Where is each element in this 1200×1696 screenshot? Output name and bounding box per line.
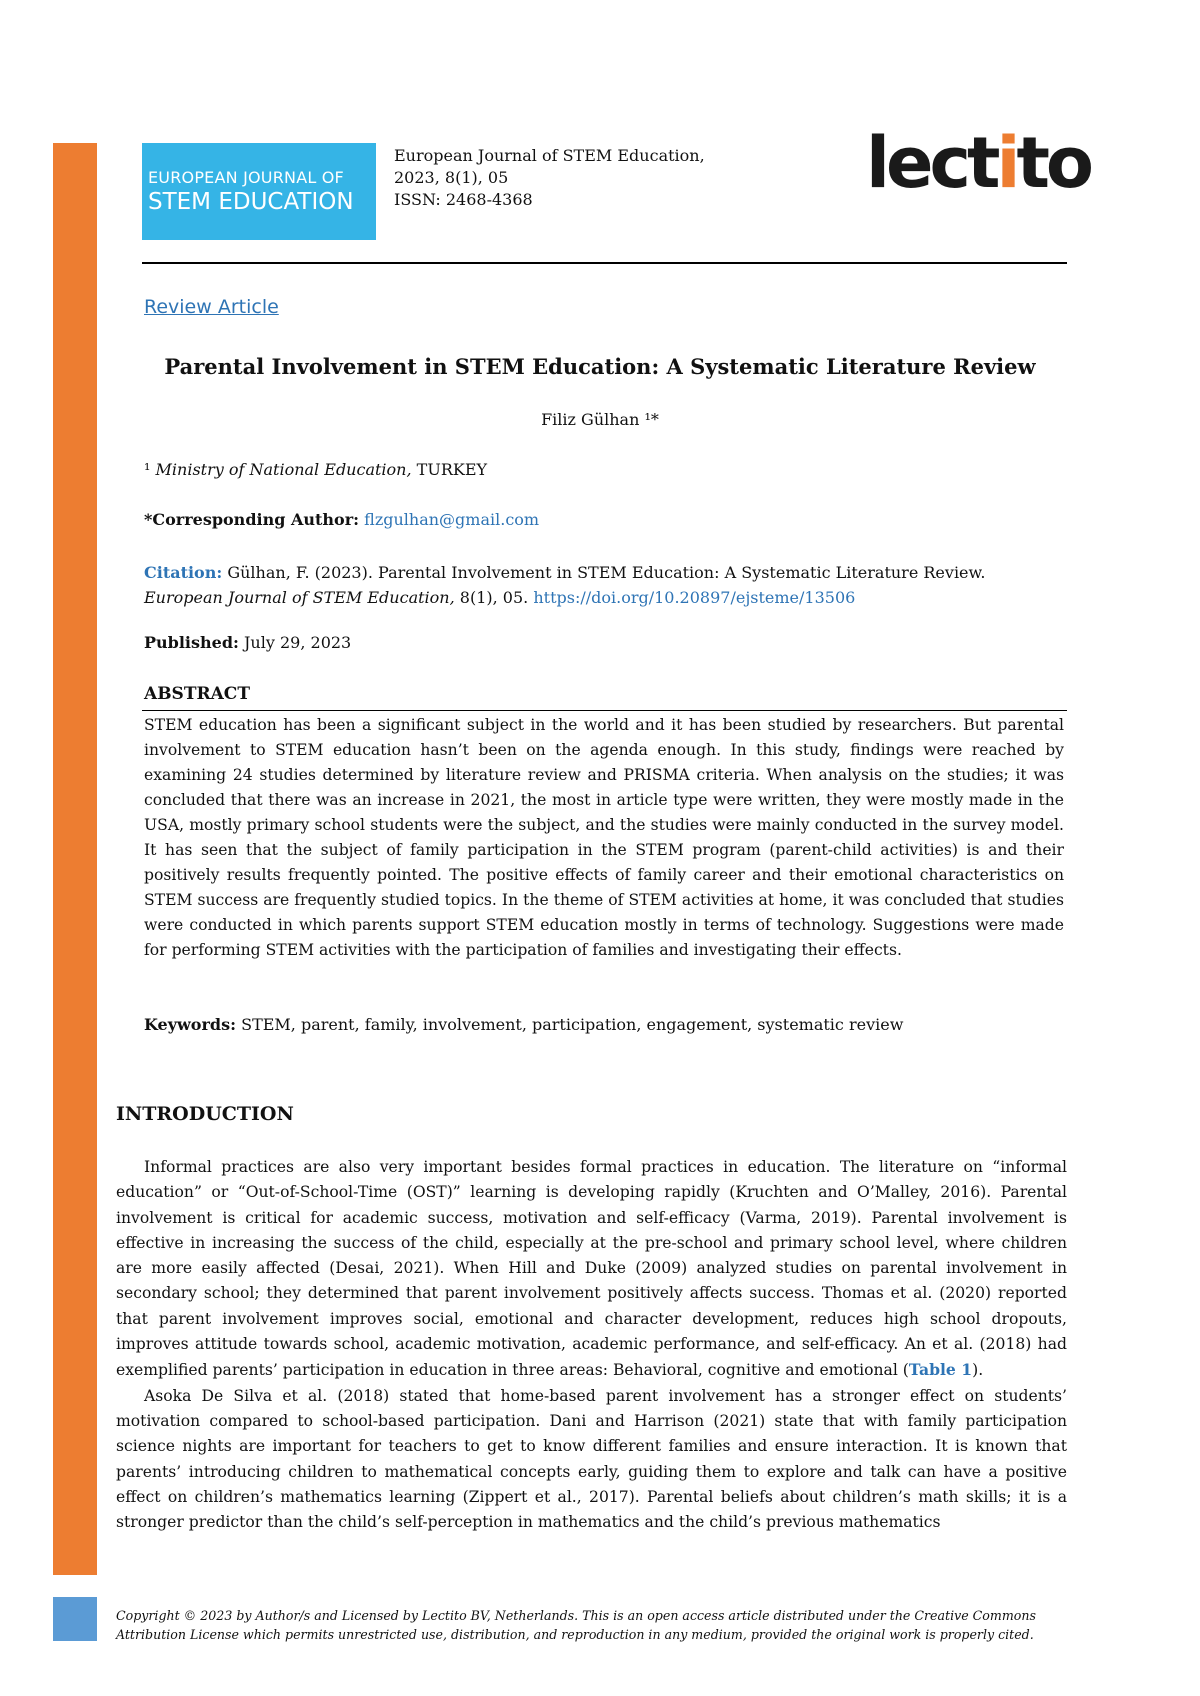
citation-block [144, 560, 1069, 610]
keywords-label: Keywords: [144, 1015, 237, 1034]
published-date [144, 633, 351, 652]
introduction-heading: INTRODUCTION [116, 1103, 294, 1125]
journal-info [394, 145, 705, 211]
affiliation-country: TURKEY [416, 460, 488, 479]
corresponding-author [144, 510, 539, 529]
article-author: Filiz Gülhan ¹* [541, 410, 659, 429]
article-title: Parental Involvement in STEM Education: A Systematic Literature Review [164, 354, 1036, 379]
copyright-footer: Copyright © 2023 by Author/s and Licensed by Lectito BV, Netherlands. This is an open access article distributed under the Creative Commons Attribution License which permits unrestricted use, distribution, and reproduction in any medium, provided the original work is properly cited. [116, 1608, 1036, 1642]
table-1-link[interactable]: Table 1 [908, 1360, 973, 1380]
publisher-logo-accent: i [996, 122, 1017, 204]
article-type-link[interactable]: Review Article [144, 296, 279, 318]
journal-logo [142, 143, 376, 240]
author-affiliation [144, 460, 487, 479]
journal-logo-line1: EUROPEAN JOURNAL OF [148, 168, 344, 187]
abstract-heading: ABSTRACT [144, 684, 250, 704]
keywords-list: STEM, parent, family, involvement, participation, engagement, systematic review [241, 1015, 904, 1034]
corresponding-email-link[interactable]: flzgulhan@gmail.com [364, 510, 540, 529]
corresponding-author-label: *Corresponding Author: [144, 510, 360, 529]
abstract-text: STEM education has been a significant subject in the world and it has been studied by researchers. But parental involvement to STEM education hasn’t been on the agenda enough. In this study, findings were reached by examining 24 studies determined by literature review and PRISMA criteria. When analysis on the studies; it was concluded that there was an increase in 2021, the most in article type were written, they were mostly made in the USA, mostly primary school students were the subject, and the studies were mainly conducted in the survey model. It has seen that the subject of family participation in the STEM program (parent-child activities) is and their positively results frequently pointed. The positive effects of family career and their emotional characteristics on STEM success are frequently studied topics. In the theme of STEM activities at home, it was concluded that studies were conducted in which parents support STEM education mostly in terms of technology. Suggestions were made for performing STEM activities with the participation of families and investigating their effects. [144, 716, 1064, 959]
published-label: Published: [144, 633, 239, 652]
introduction-paragraph-2: Asoka De Silva et al. (2018) stated that home-based parent involvement has a stronger effect on students’ motivation compared to school-based participation. Dani and Harrison (2021) state that with family participation science nights are important for teachers to get to know different families and ensure interaction. It is known that parents’ introducing children to mathematical concepts early, guiding them to explore and talk can have a positive effect on children’s mathematics learning (Zippert et al., 2017). Parental beliefs about children’s math skills; it is a stronger predictor than the child’s self-perception in mathematics and the child’s previous mathematics [116, 1386, 1067, 1532]
journal-name: European Journal of STEM Education, [394, 146, 705, 165]
journal-logo-line2: STEM EDUCATION [148, 189, 354, 215]
citation-doi-link[interactable]: https://doi.org/10.20897/ejsteme/13506 [533, 588, 856, 607]
introduction-body [116, 1155, 1067, 1535]
paragraph-1-text: Informal practices are also very important besides formal practices in education. The literature on “informal education” or “Out-of-School-Time (OST)” learning is developing rapidly (Kruchten and O’Malley, 2016). Parental involvement is critical for academic success, motivation and self-efficacy (Varma, 2019). Parental involvement is effective in increasing the success of the child, especially at the pre-school and primary school level, where children are more easily affected (Desai, 2021). When Hill and Duke (2009) analyzed studies on parental involvement in secondary school; they determined that parent involvement positively affects success. Thomas et al. (2020) reported that parent involvement improves social, emotional and character development, reduces high school dropouts, improves attitude towards school, academic motivation, academic performance, and self-efficacy. An et al. (2018) had exemplified parents’ participation in education in three areas: Behavioral, cognitive and emotional ( [116, 1158, 1067, 1380]
citation-label: Citation: [144, 563, 223, 582]
paragraph-1-end: ). [972, 1361, 984, 1380]
publisher-logo-text-2: to [1016, 122, 1090, 204]
header-divider [142, 262, 1067, 264]
introduction-paragraph-1 [116, 1155, 1067, 1384]
affiliation-superscript: ¹ [144, 460, 151, 479]
abstract-divider [142, 710, 1067, 711]
citation-text: Gülhan, F. (2023). Parental Involvement in STEM Education: A Systematic Literature Review. [227, 563, 986, 582]
citation-journal: European Journal of STEM Education, [144, 588, 455, 607]
journal-volume: 2023, 8(1), 05 [394, 168, 509, 187]
published-value: July 29, 2023 [244, 633, 352, 652]
citation-volume: 8(1), 05. [459, 588, 529, 607]
publisher-logo [866, 122, 1090, 204]
keywords [144, 1015, 903, 1034]
affiliation-organization: Ministry of National Education, [155, 460, 412, 479]
publisher-logo-text-1: lect [866, 122, 997, 204]
journal-issn: ISSN: 2468-4368 [394, 190, 533, 209]
decorative-footer-square [53, 1597, 97, 1641]
